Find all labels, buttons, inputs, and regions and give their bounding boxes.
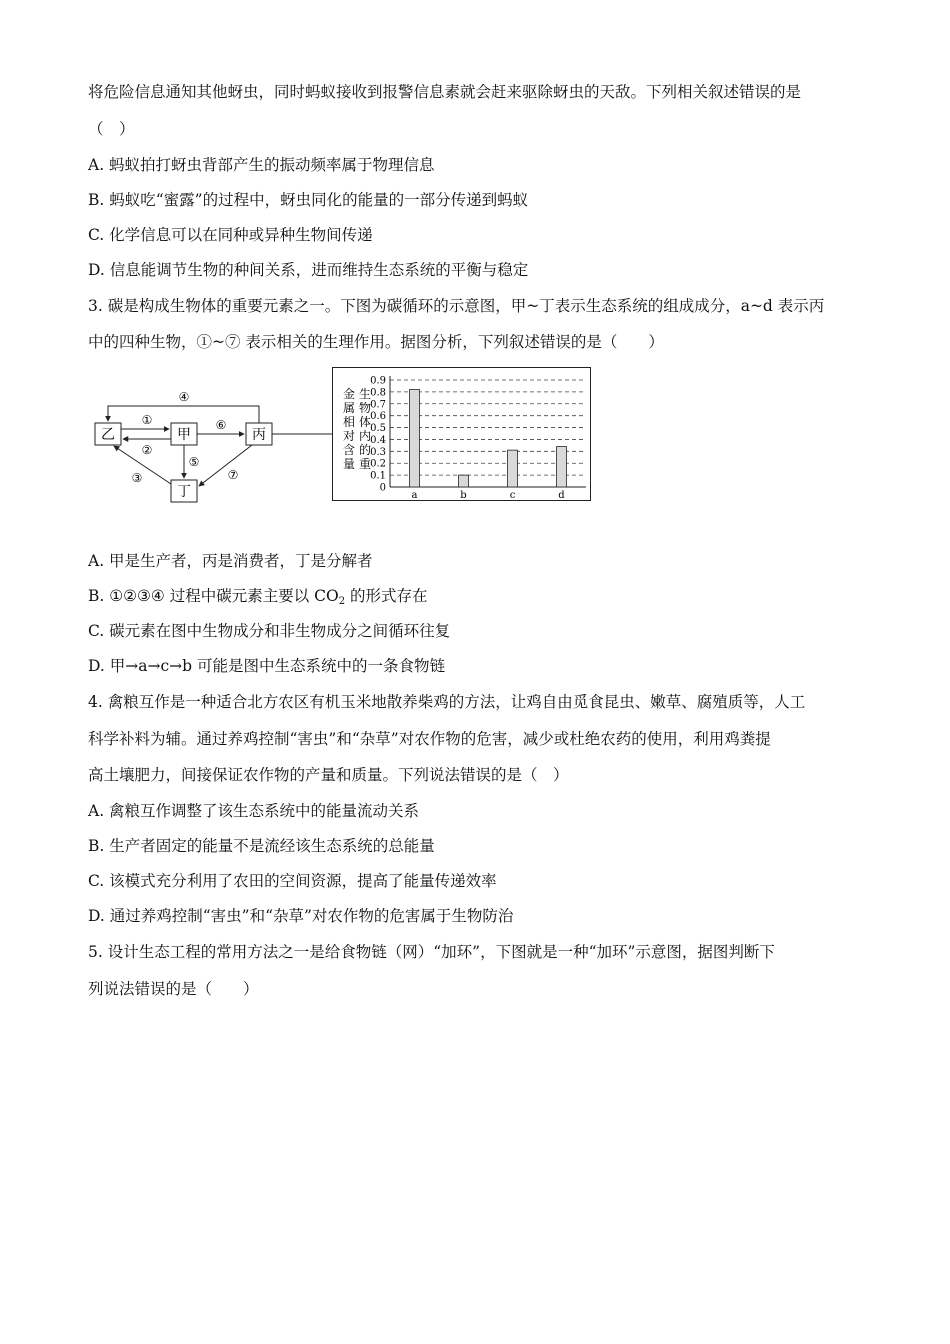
- option-d: D. 通过养鸡控制“害虫”和“杂草”对农作物的危害属于生物防治: [88, 907, 514, 925]
- question-5-stem: 5. 设计生态工程的常用方法之一是给食物链（网）“加环”，下图就是一种“加环”示意图，据图判断下: [88, 943, 775, 961]
- label-6: ⑥: [215, 418, 227, 432]
- option-a: A. 甲是生产者，丙是消费者，丁是分解者: [88, 552, 373, 570]
- option-b: B. 蚂蚁吃“蜜露”的过程中，蚜虫同化的能量的一部分传递到蚂蚁: [88, 191, 529, 209]
- option-b-text: B. ①②③④ 过程中碳元素主要以 CO: [88, 587, 339, 605]
- ylabel-col2: 生物体内的重: [358, 387, 372, 471]
- node-yi-label: 乙: [101, 427, 115, 443]
- text-line: 将危险信息通知其他蚜虫，同时蚂蚁接收到报警信息素就会赶来驱除蚜虫的天敌。下列相关叙述错误的是: [88, 83, 802, 101]
- option-b-text-end: 的形式存在: [345, 587, 428, 605]
- question-3-stem-cont: 中的四种生物，①~⑦ 表示相关的生理作用。据图分析，下列叙述错误的是（ ）: [88, 333, 664, 351]
- arrow-4: [108, 406, 259, 423]
- question-5-stem-cont: 列说法错误的是（ ）: [88, 980, 259, 998]
- label-3: ③: [131, 471, 143, 485]
- category-label: b: [460, 490, 467, 501]
- y-tick-label: 0.1: [370, 470, 386, 482]
- option-a: A. 蚂蚁拍打蚜虫背部产生的振动频率属于物理信息: [88, 156, 435, 174]
- y-tick-label: 0.7: [370, 399, 386, 411]
- node-ding-label: 丁: [177, 484, 191, 500]
- co2-subscript: 2: [338, 596, 346, 607]
- question-4-stem-cont: 科学补料为辅。通过养鸡控制“害虫”和“杂草”对农作物的危害，减少或杜绝农药的使用，利用鸡粪提: [88, 730, 771, 748]
- y-tick-label: 0.9: [370, 375, 386, 387]
- label-4: ④: [178, 390, 190, 404]
- node-bing-label: 丙: [252, 427, 266, 443]
- node-jia-label: 甲: [177, 427, 191, 443]
- y-tick-label: 0: [379, 482, 386, 494]
- y-tick-label: 0.6: [370, 411, 386, 423]
- label-2: ②: [141, 443, 153, 457]
- option-b: B. 生产者固定的能量不是流经该生态系统的总能量: [88, 837, 435, 855]
- y-tick-label: 0.8: [370, 387, 386, 399]
- option-c: C. 化学信息可以在同种或异种生物间传递: [88, 226, 373, 244]
- option-c: C. 碳元素在图中生物成分和非生物成分之间循环往复: [88, 622, 451, 640]
- label-5: ⑤: [188, 455, 200, 469]
- y-tick-label: 0.2: [370, 458, 386, 470]
- label-7: ⑦: [227, 468, 239, 482]
- label-1: ①: [141, 413, 153, 427]
- y-tick-label: 0.4: [370, 434, 386, 446]
- bar-c: [508, 450, 518, 487]
- y-tick-label: 0.3: [370, 446, 386, 458]
- category-label: c: [509, 490, 516, 501]
- option-a: A. 禽粮互作调整了该生态系统中的能量流动关系: [88, 802, 420, 820]
- option-b: [88, 586, 428, 612]
- bar-d: [557, 447, 567, 487]
- category-label: d: [558, 490, 565, 501]
- answer-bracket: （ ）: [88, 120, 135, 138]
- option-d: D. 甲→a→c→b 可能是图中生态系统中的一条食物链: [88, 657, 445, 675]
- bar-a: [410, 390, 420, 487]
- option-c: C. 该模式充分利用了农田的空间资源，提高了能量传递效率: [88, 872, 497, 890]
- question-3-stem: 3. 碳是构成生物体的重要元素之一。下图为碳循环的示意图，甲~丁表示生态系统的组成成分，a~d 表示丙: [88, 297, 825, 315]
- question-4-stem: 4. 禽粮互作是一种适合北方农区有机玉米地散养柴鸡的方法，让鸡自由觅食昆虫、嫩草、腐殖质等，人工: [88, 693, 806, 711]
- carbon-cycle-figure: [90, 362, 600, 512]
- ylabel-col1: 金属相对含量: [342, 387, 356, 471]
- metal-content-chart: [332, 367, 602, 507]
- option-d: D. 信息能调节生物的种间关系，进而维持生态系统的平衡与稳定: [88, 261, 529, 279]
- category-label: a: [411, 490, 418, 501]
- bar-b: [459, 475, 469, 487]
- y-tick-label: 0.5: [370, 423, 386, 435]
- question-4-stem-cont: 高土壤肥力，间接保证农作物的产量和质量。下列说法错误的是（ ）: [88, 766, 569, 784]
- arrow-7: [199, 445, 252, 486]
